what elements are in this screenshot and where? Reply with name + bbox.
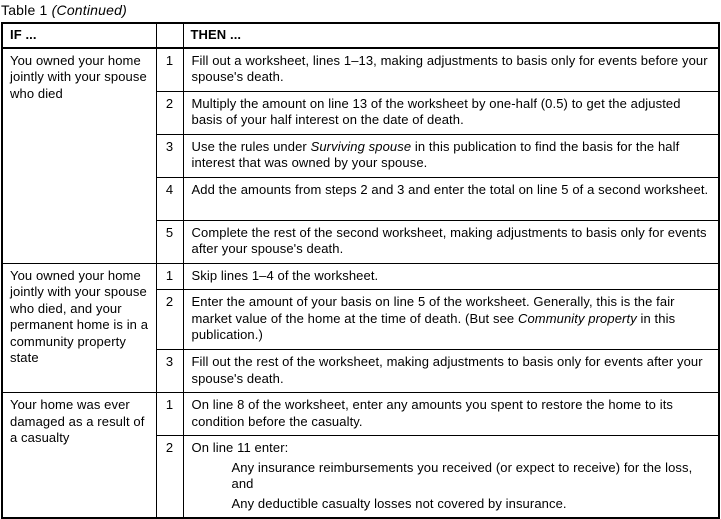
then-instruction-cell: Multiply the amount on line 13 of the worksheet by one-half (0.5) to get the adjusted basis of your half interest on the date of death. (183, 91, 719, 134)
table-header-row (2, 23, 719, 48)
step-number: 5 (156, 220, 183, 263)
then-instruction-cell: Complete the rest of the second worksheet, making adjustments to basis only for events after your spouse's death. (183, 220, 719, 263)
then-instruction-cell (183, 290, 719, 350)
section-jointly-owned (2, 48, 719, 264)
if-condition-cell: Your home was ever damaged as a result of a casualty (2, 393, 156, 519)
table-row (2, 393, 719, 436)
section-casualty-damage (2, 393, 719, 519)
then-text: in this publication to find the basis for the half interest that was owned by your spouse. (191, 138, 680, 170)
then-sub-item: Any deductible casualty losses not covered by insurance. (231, 495, 567, 511)
step-number: 3 (156, 350, 183, 393)
step-number: 4 (156, 177, 183, 220)
then-text-italic: Community property (517, 310, 637, 326)
step-number: 1 (156, 263, 183, 290)
document-page (0, 2, 721, 511)
then-instruction-cell: Fill out a worksheet, lines 1–13, making adjustments to basis only for events before your spouse's death. (183, 48, 719, 92)
then-text: Enter the amount of your basis on line 5 of the worksheet. Generally, this is the fair market value of the home at the time of death. (But see (191, 294, 675, 326)
step-number: 2 (156, 91, 183, 134)
then-instruction-cell: Skip lines 1–4 of the worksheet. (183, 263, 719, 290)
step-number: 1 (156, 393, 183, 436)
then-instruction-cell (183, 134, 719, 177)
step-number: 2 (156, 290, 183, 350)
then-instruction-cell (183, 436, 719, 519)
then-text: On line 11 enter: (191, 440, 289, 455)
then-text-italic: Surviving spouse (310, 138, 412, 154)
then-text: Use the rules under (191, 138, 311, 154)
column-header-if: IF ... (2, 23, 156, 48)
table-title-continued: (Continued) (51, 2, 127, 18)
step-number: 2 (156, 436, 183, 519)
table-row (2, 48, 719, 92)
then-instruction-cell: On line 8 of the worksheet, enter any amounts you spent to restore the home to its condition before the casualty. (183, 393, 719, 436)
table-title-text: Table 1 (1, 2, 52, 18)
step-number: 1 (156, 48, 183, 92)
step-number: 3 (156, 134, 183, 177)
then-text: in this publication.) (191, 310, 676, 342)
if-condition-cell: You owned your home jointly with your spouse who died (2, 48, 156, 264)
if-condition-cell: You owned your home jointly with your spouse who died, and your permanent home is in a community property state (2, 263, 156, 393)
then-sub-item: Any insurance reimbursements you received (or expect to receive) for the loss, and (231, 459, 693, 491)
table-row (2, 263, 719, 290)
section-community-property (2, 263, 719, 393)
then-instruction-cell: Fill out the rest of the worksheet, making adjustments to basis only for events after your spouse's death. (183, 350, 719, 393)
table-title (1, 2, 721, 18)
if-then-decision-table (1, 22, 720, 519)
then-instruction-cell: Add the amounts from steps 2 and 3 and enter the total on line 5 of a second worksheet. (183, 177, 719, 220)
column-header-step (156, 23, 183, 48)
column-header-then: THEN ... (183, 23, 719, 48)
